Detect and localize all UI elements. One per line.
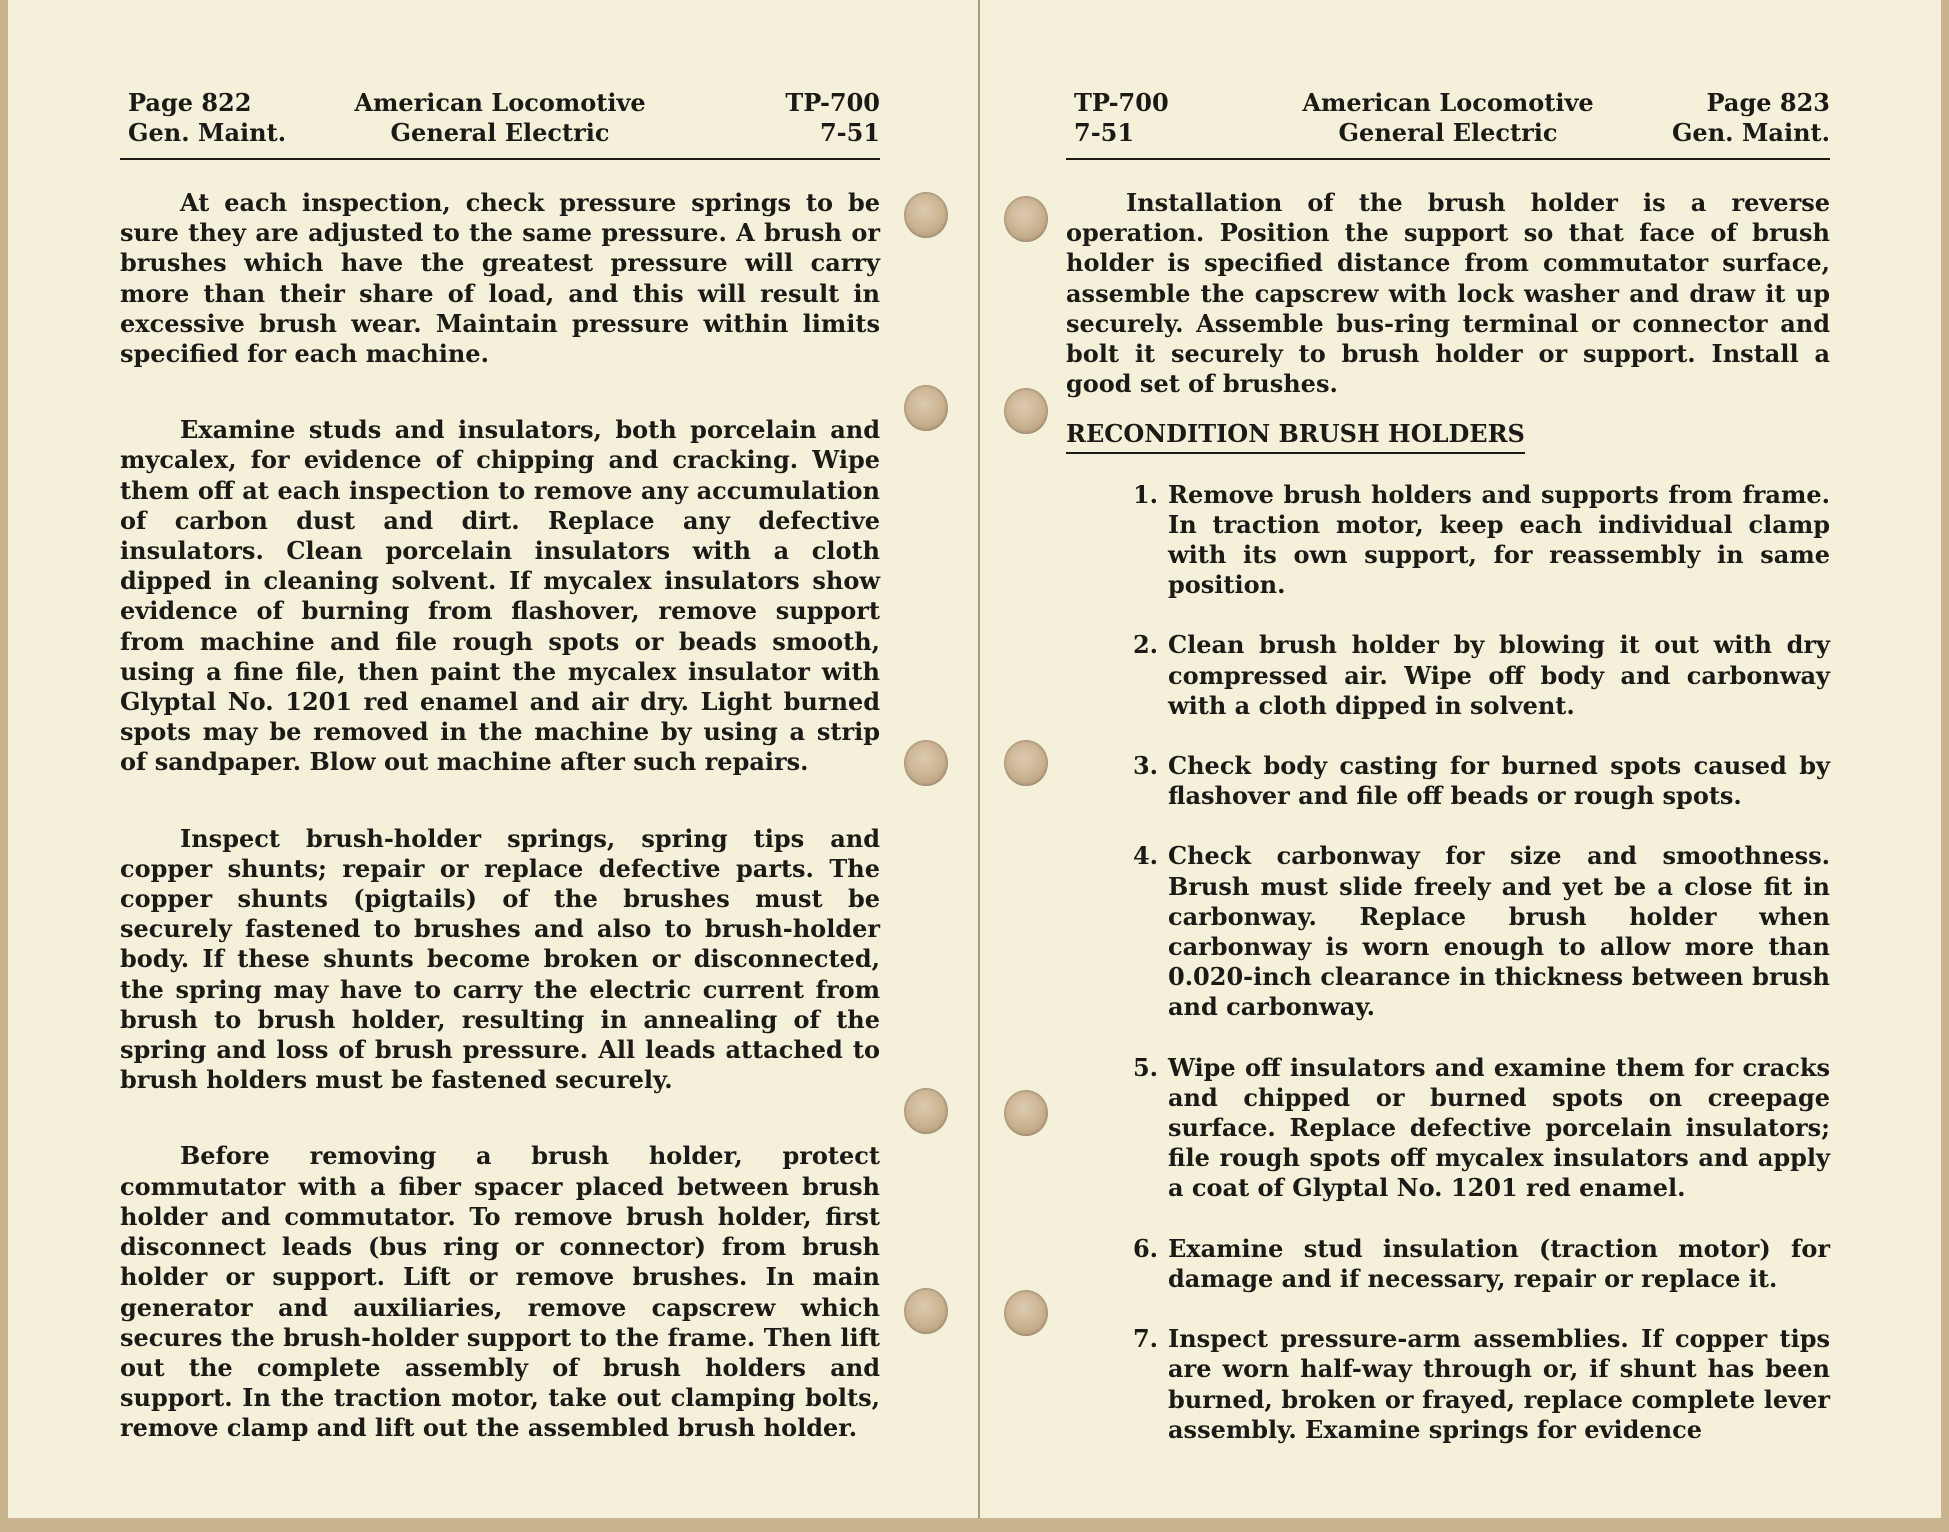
- doc-code: TP-700: [785, 88, 880, 117]
- right-page-header: [1066, 88, 1830, 160]
- binder-hole: [904, 385, 948, 431]
- step-number: 7.: [1132, 1324, 1158, 1354]
- list-item: [1066, 841, 1830, 1022]
- binder-hole: [1004, 1090, 1048, 1136]
- binder-hole: [904, 1288, 948, 1334]
- list-item: [1066, 751, 1830, 811]
- list-item: [1066, 1053, 1830, 1204]
- section-heading: RECONDITION BRUSH HOLDERS: [1066, 419, 1525, 453]
- page-number: Page 822: [128, 88, 252, 117]
- company-line-1: American Locomotive: [1302, 88, 1594, 117]
- company-line-2: General Electric: [390, 118, 610, 147]
- step-number: 2.: [1132, 630, 1158, 660]
- step-number: 3.: [1132, 751, 1158, 781]
- step-text: Inspect pressure-arm assemblies. If copper tips are worn half-way through or, if shunt has been burned, broken or frayed, replace complete lever assembly. Examine springs for evidence: [1168, 1324, 1830, 1444]
- step-text: Clean brush holder by blowing it out with dry compressed air. Wipe off body and carbonway with a cloth dipped in solvent.: [1168, 630, 1830, 720]
- step-number: 4.: [1132, 841, 1158, 871]
- binder-hole: [1004, 1290, 1048, 1336]
- step-text: Remove brush holders and supports from frame. In traction motor, keep each individual clamp with its own support, for reassembly in same position.: [1168, 479, 1830, 600]
- left-page: [8, 0, 980, 1518]
- paragraph: Inspect brush-holder springs, spring tips and copper shunts; repair or replace defective parts. The copper shunts (pigtails) of the brushes must be securely fastened to brushes and also to brush-holder body. If these shunts become broken or disconnected, the spring may have to carry the electric current from brush to brush holder, resulting in annealing of the spring and loss of brush pressure. All leads attached to brush holders must be fastened securely.: [120, 823, 880, 1095]
- paragraph: Before removing a brush holder, protect commutator with a fiber spacer placed between brush holder and commutator. To remove brush holder, first disconnect leads (bus ring or connector) from brush holder or support. Lift or remove brushes. In main generator and auxiliaries, remove capscrew which secures the brush-holder support to the frame. Then lift out the complete assembly of brush holders and support. In the traction motor, take out clamping bolts, remove clamp and lift out the assembled brush holder.: [120, 1141, 880, 1443]
- manual-spread: [8, 0, 1941, 1518]
- binder-hole: [1004, 740, 1048, 786]
- list-item: [1066, 1234, 1830, 1294]
- binder-hole: [1004, 388, 1048, 434]
- binder-hole: [1004, 196, 1048, 242]
- list-item: [1066, 1324, 1830, 1445]
- paragraph: Examine studs and insulators, both porcelain and mycalex, for evidence of chipping and cracking. Wipe them off at each inspection to remove any accumulation of carbon dust and dirt. Replace any defective insulators. Clean porcelain insulators with a cloth dipped in cleaning solvent. If mycalex insulators show evidence of burning from flashover, remove support from machine and file rough spots or beads smooth, using a fine file, then paint the mycalex insulator with Glyptal No. 1201 red enamel and air dry. Light burned spots may be removed in the machine by using a strip of sandpaper. Blow out machine after such repairs.: [120, 415, 880, 777]
- left-page-header: [120, 88, 880, 160]
- procedure-steps: [1066, 480, 1830, 1445]
- step-text: Examine stud insulation (traction motor) for damage and if necessary, repair or replace it.: [1168, 1233, 1830, 1293]
- right-page: [980, 0, 1941, 1518]
- step-number: 5.: [1132, 1052, 1158, 1082]
- doc-date: 7-51: [1074, 118, 1135, 147]
- step-text: Wipe off insulators and examine them for cracks and chipped or burned spots on creepage surface. Replace defective porcelain insulators; file rough spots off mycalex insulators and apply a coat of Glyptal No. 1201 red enamel.: [1168, 1052, 1830, 1203]
- list-item: [1066, 630, 1830, 721]
- right-page-body: [1066, 188, 1830, 1475]
- doc-code: TP-700: [1074, 88, 1169, 117]
- section-label: Gen. Maint.: [128, 118, 287, 147]
- list-item: [1066, 480, 1830, 601]
- right-header-page-info: [1672, 88, 1830, 148]
- doc-date: 7-51: [819, 118, 880, 147]
- paragraph: At each inspection, check pressure springs to be sure they are adjusted to the same pressure. A brush or brushes which have the greatest pressure will carry more than their share of load, and this will result in excessive brush wear. Maintain pressure within limits specified for each machine.: [120, 188, 880, 369]
- binder-hole: [904, 1088, 948, 1134]
- company-line-1: American Locomotive: [354, 88, 646, 117]
- left-header-company: [120, 88, 880, 148]
- step-text: Check carbonway for size and smoothness. Brush must slide freely and yet be a close fit in carbonway. Replace brush holder when carbonway is worn enough to allow more than 0.020-inch clearance in thickness between brush and carbonway.: [1168, 841, 1830, 1022]
- company-line-2: General Electric: [1338, 118, 1558, 147]
- section-label: Gen. Maint.: [1671, 118, 1830, 147]
- step-number: 1.: [1132, 479, 1158, 509]
- intro-paragraph: Installation of the brush holder is a reverse operation. Position the support so that face of brush holder is specified distance from commutator surface, assemble the capscrew with lock washer and draw it up securely. Assemble bus-ring terminal or connector and bolt it securely to brush holder or support. Install a good set of brushes.: [1066, 188, 1830, 399]
- binder-hole: [904, 740, 948, 786]
- step-text: Check body casting for burned spots caused by flashover and file off beads or rough spots.: [1168, 751, 1830, 811]
- step-number: 6.: [1132, 1233, 1158, 1263]
- left-header-doc-info: [785, 88, 880, 148]
- left-page-body: [120, 188, 880, 1490]
- page-number: Page 823: [1706, 88, 1830, 117]
- binder-hole: [904, 192, 948, 238]
